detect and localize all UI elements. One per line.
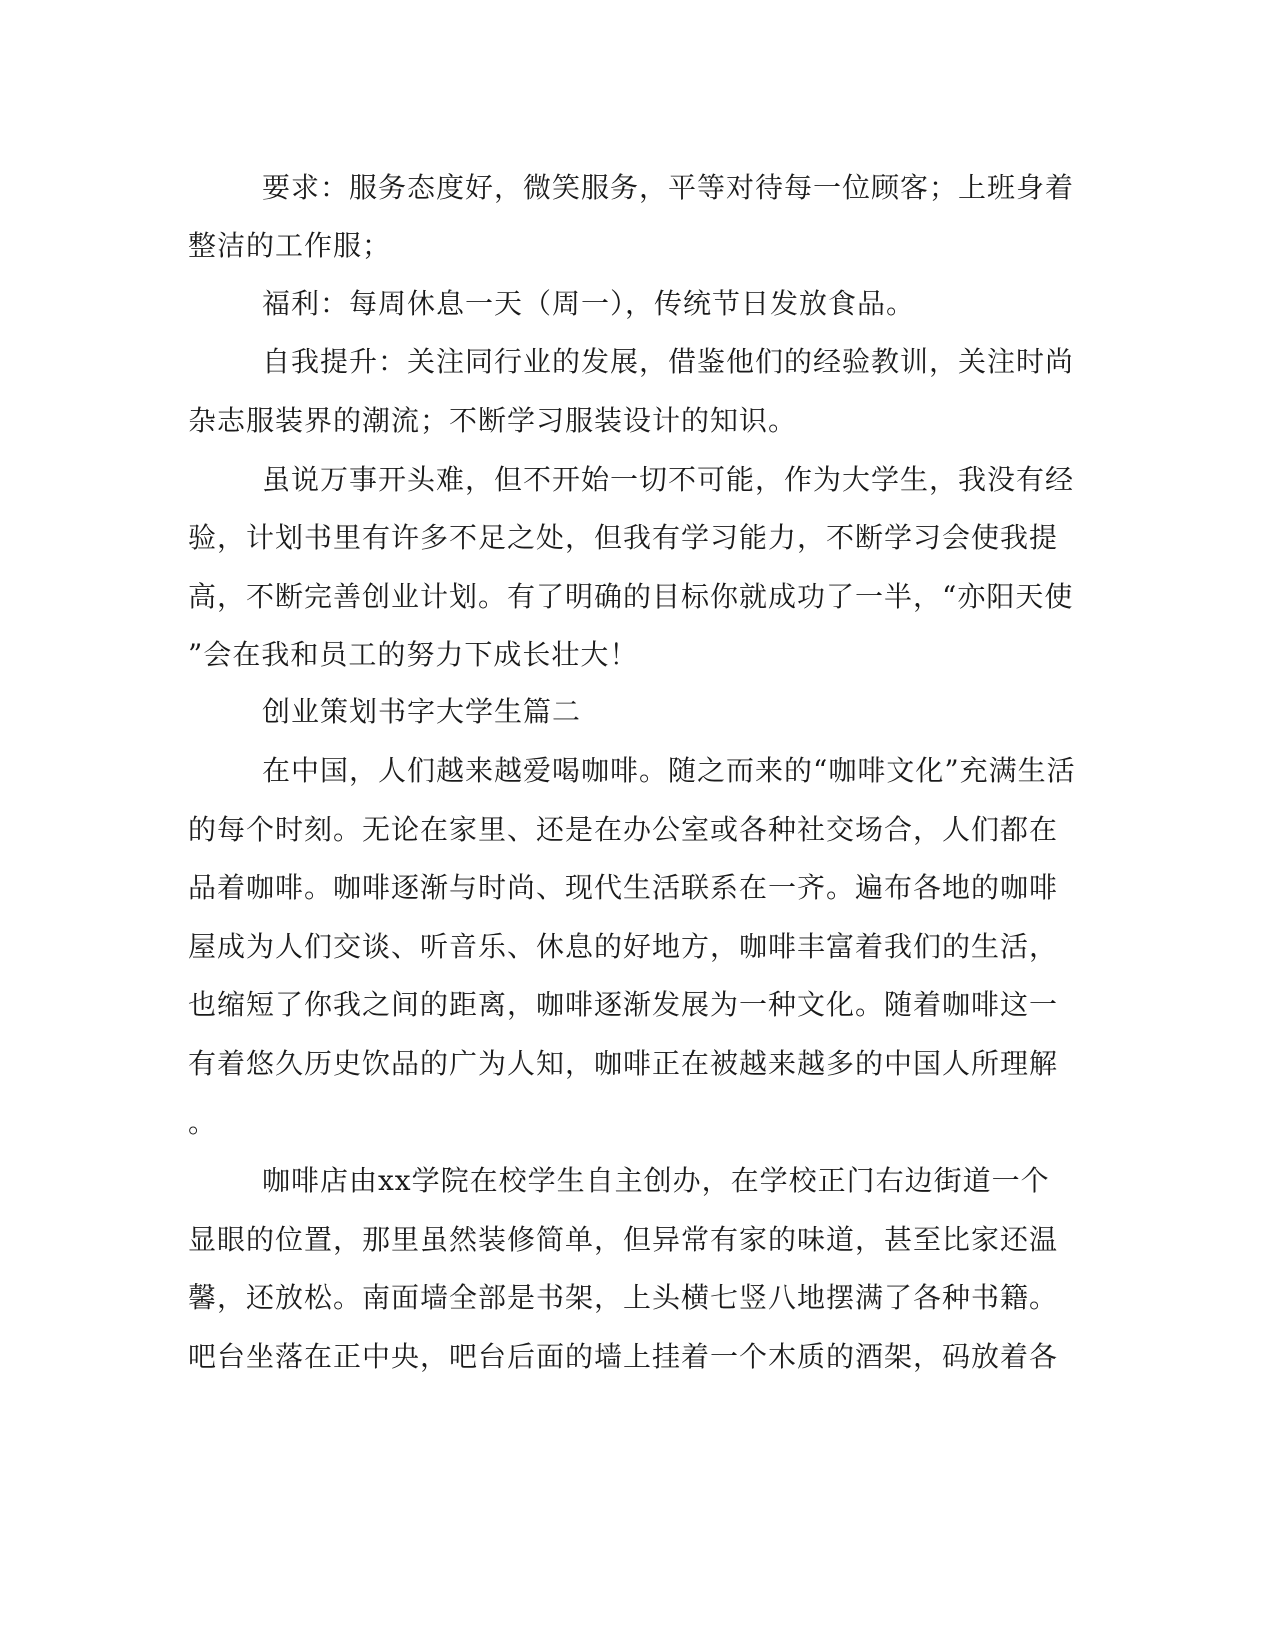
text-line: ”会在我和员工的努力下成长壮大！ xyxy=(188,638,639,671)
text-line: 显眼的位置，那里虽然装修简单，但异常有家的味道，甚至比家还温 xyxy=(188,1223,1059,1256)
text-line: 馨，还放松。南面墙全部是书架，上头横七竖八地摆满了各种书籍。 xyxy=(188,1281,1059,1314)
text-line: 福利：每周休息一天（周一），传统节日发放食品。 xyxy=(262,287,916,320)
text-line: 高，不断完善创业计划。有了明确的目标你就成功了一半，“亦阳天使 xyxy=(188,580,1074,613)
text-line: 整洁的工作服； xyxy=(188,229,392,262)
text-line: 自我提升：关注同行业的发展，借鉴他们的经验教训，关注时尚 xyxy=(262,345,1075,378)
text-line: 也缩短了你我之间的距离，咖啡逐渐发展为一种文化。随着咖啡这一 xyxy=(188,988,1059,1021)
text-line: 杂志服装界的潮流；不断学习服装设计的知识。 xyxy=(188,404,798,437)
text-line: 验，计划书里有许多不足之处，但我有学习能力，不断学习会使我提 xyxy=(188,521,1059,554)
text-line: 虽说万事开头难，但不开始一切不可能，作为大学生，我没有经 xyxy=(262,463,1075,496)
text-line: 品着咖啡。咖啡逐渐与时尚、现代生活联系在一齐。遍布各地的咖啡 xyxy=(188,871,1059,904)
text-line: 有着悠久历史饮品的广为人知，咖啡正在被越来越多的中国人所理解 xyxy=(188,1047,1059,1080)
text-line: 的每个时刻。无论在家里、还是在办公室或各种社交场合，人们都在 xyxy=(188,813,1059,846)
text-line: 。 xyxy=(188,1106,218,1139)
text-line: 屋成为人们交谈、听音乐、休息的好地方，咖啡丰富着我们的生活， xyxy=(188,930,1059,963)
text-line: 要求：服务态度好，微笑服务，平等对待每一位顾客；上班身着 xyxy=(262,171,1075,204)
section-heading: 创业策划书字大学生篇二 xyxy=(262,695,582,728)
text-line: 在中国，人们越来越爱喝咖啡。随之而来的“咖啡文化”充满生活 xyxy=(262,754,1076,787)
text-line: 咖啡店由xx学院在校学生自主创办，在学校正门右边街道一个 xyxy=(262,1164,1050,1197)
text-line: 吧台坐落在正中央，吧台后面的墙上挂着一个木质的酒架，码放着各 xyxy=(188,1340,1059,1373)
